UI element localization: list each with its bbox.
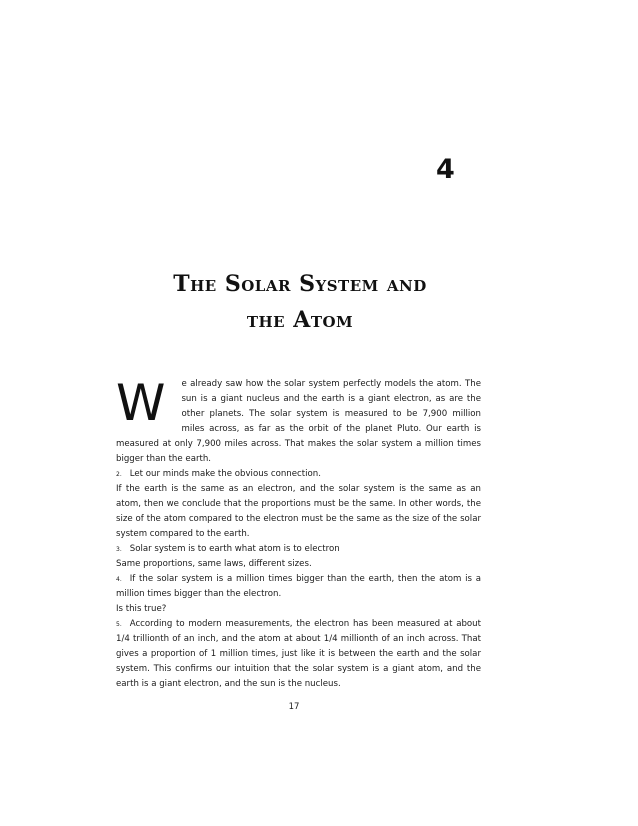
item-text: If the solar system is a million times bigger than the earth, then the atom is a million times bigger than the electron. <box>116 574 481 599</box>
chapter-title-line-1: The Solar System and <box>173 271 427 297</box>
chapter-number: 4 <box>436 154 455 185</box>
item-5 <box>116 617 481 692</box>
chapter-title <box>100 266 500 338</box>
item-3-follow: Same proportions, same laws, different sizes. <box>116 559 312 569</box>
item-text: Solar system is to earth what atom is to electron <box>129 544 340 554</box>
item-number: 3. <box>116 546 122 553</box>
item-2 <box>116 467 481 482</box>
item-number: 5. <box>116 621 122 628</box>
chapter-body <box>116 374 481 692</box>
intro-text: e already saw how the solar system perfectly models the atom. The sun is a giant nucleus and the earth is a giant electron, as are the other planets. The solar system is measured to be 7,900 million miles across, as far as the orbit of the planet Pluto. Our earth is measured at only 7,900 miles across. That makes the solar system a million times bigger than the earth. <box>116 379 481 464</box>
intro-paragraph <box>116 374 481 467</box>
item-number: 2. <box>116 471 122 478</box>
chapter-title-line-2: the Atom <box>246 307 354 333</box>
item-4 <box>116 572 481 602</box>
item-number: 4. <box>116 576 122 583</box>
item-3 <box>116 542 481 557</box>
item-text: According to modern measurements, the electron has been measured at about 1/4 trillionth of an inch, and the atom at about 1/4 millionth of an inch across. That gives a proportion of 1 million times, just like it is between the earth and the solar system. This confirms our intuition that the solar system is a giant atom, and the earth is a giant electron, and the sun is the nucleus. <box>116 619 481 689</box>
item-2-follow: If the earth is the same as an electron, and the solar system is the same as an atom, then we conclude that the proportions must be the same. In other words, the size of the atom compared to the electron must be the same as the size of the solar system compared to the earth. <box>116 484 481 539</box>
item-text: Let our minds make the obvious connection. <box>129 469 321 479</box>
item-4-follow: Is this true? <box>116 604 167 614</box>
drop-cap: W <box>116 374 166 432</box>
page-number: 17 <box>288 702 300 712</box>
